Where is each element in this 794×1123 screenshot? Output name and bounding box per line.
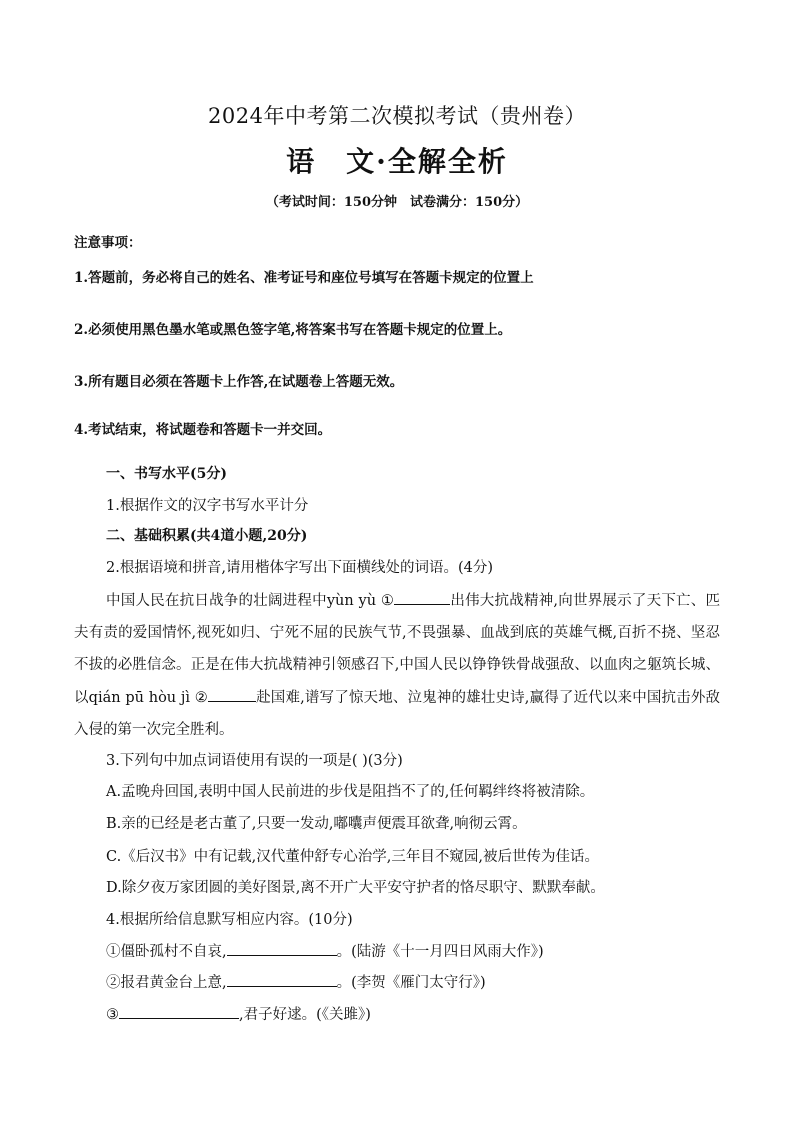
question-4-line-2 xyxy=(106,971,486,992)
question-4-prompt: 4.根据所给信息默写相应内容。(10分) xyxy=(106,912,353,928)
passage-part-3: 赴国难,谱写了惊天地、泣鬼神的雄壮史诗,赢得了近代以来中国抗击外敌入侵的第一次完全胜利。 xyxy=(74,689,720,738)
question-4-line-3 xyxy=(106,1003,371,1024)
answer-blank-4[interactable] xyxy=(227,972,337,987)
line-3-lead: ③ xyxy=(106,1007,119,1023)
line-1-tail: 。(陆游《十一月四日风雨大作》) xyxy=(336,944,544,960)
question-4-line-1 xyxy=(106,940,544,961)
question-2-passage xyxy=(74,585,720,746)
answer-blank-1[interactable] xyxy=(394,590,450,605)
notice-heading: 注意事项： xyxy=(74,235,142,251)
exam-title: 2024年中考第二次模拟考试（贵州卷） xyxy=(208,104,586,128)
notice-item-3: 3.所有题目必须在答题卡上作答,在试题卷上答题无效。 xyxy=(74,374,404,390)
line-3-tail: ,君子好逑。(《关雎》) xyxy=(239,1007,371,1023)
notice-item-2: 2.必须使用黑色墨水笔或黑色签字笔,将答案书写在答题卡规定的位置上。 xyxy=(74,322,512,338)
question-3-prompt: 3.下列句中加点词语使用有误的一项是( )(3分) xyxy=(106,753,403,769)
question-3-option-d: D.除夕夜万家团圆的美好图景,离不开广大平安守护者的恪尽职守、默默奉献。 xyxy=(106,880,605,896)
question-3-option-a: A.孟晚舟回国,表明中国人民前进的步伐是阻挡不了的,任何羁绊终将被清除。 xyxy=(106,784,595,800)
question-3-option-b: B.亲的已经是老古董了,只要一发动,嘟囔声便震耳欲聋,响彻云霄。 xyxy=(106,816,527,832)
notice-item-1: 1.答题前，务必将自己的姓名、准考证号和座位号填写在答题卡规定的位置上 xyxy=(74,270,534,286)
question-1: 1.根据作文的汉字书写水平计分 xyxy=(106,498,309,514)
section-1-heading: 一、书写水平(5分) xyxy=(106,466,227,482)
passage-part-1: 中国人民在抗日战争的壮阔进程中yùn yù ① xyxy=(106,593,395,609)
section-2-heading: 二、基础积累(共4道小题,20分) xyxy=(106,528,308,544)
answer-blank-3[interactable] xyxy=(227,941,337,956)
passage-part-2: 出伟大抗战精神,向世界展示了天下亡、匹夫有责的爱国情怀,视死如归、宁死不屈的民族气节,不畏强暴、血战到底的英雄气概,百折不挠、坚忍不拔的必胜信念。正是在伟大抗战精神引领感召下,中国人民以铮铮铁骨战强敌、以血肉之躯筑长城、以qián pū hòu jì ② xyxy=(74,593,720,706)
line-2-tail: 。(李贺《雁门太守行》) xyxy=(336,975,486,991)
answer-blank-5[interactable] xyxy=(119,1004,239,1019)
answer-blank-2[interactable] xyxy=(208,687,256,702)
line-2-lead: ②报君黄金台上意, xyxy=(106,975,227,991)
notice-item-4: 4.考试结束，将试题卷和答题卡一并交回。 xyxy=(74,422,332,438)
exam-meta: （考试时间：150分钟 试卷满分：150分） xyxy=(265,195,529,210)
question-2-prompt: 2.根据语境和拼音,请用楷体字写出下面横线处的词语。(4分) xyxy=(106,560,493,576)
exam-subject: 语 文·全解全析 xyxy=(286,145,508,178)
line-1-lead: ①僵卧孤村不自哀, xyxy=(106,944,227,960)
question-3-option-c: C.《后汉书》中有记载,汉代董仲舒专心治学,三年目不窥园,被后世传为佳话。 xyxy=(106,849,600,865)
